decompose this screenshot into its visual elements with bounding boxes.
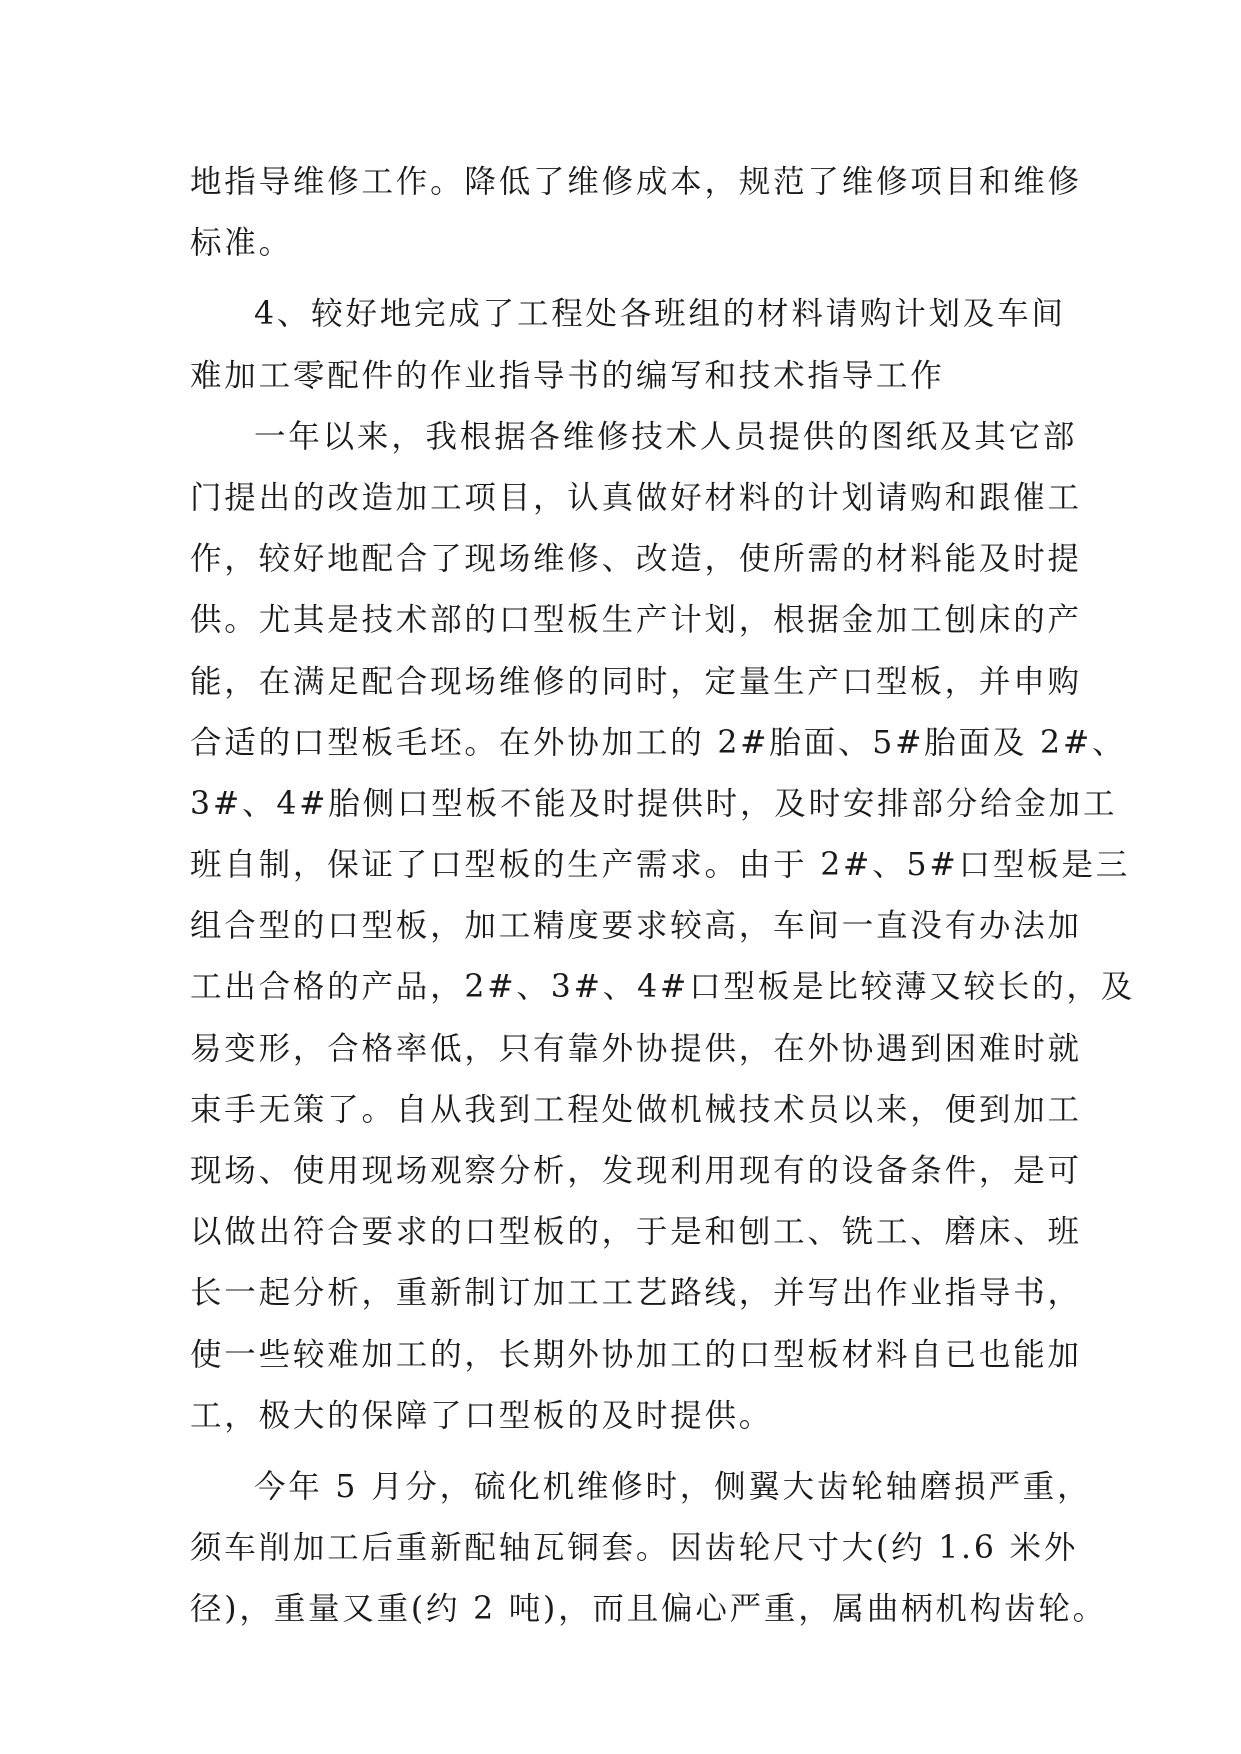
text-line: 今年 5 月分，硫化机维修时，侧翼大齿轮轴磨损严重， — [254, 1468, 1092, 1505]
text-line: 3#、4#胎侧口型板不能及时提供时，及时安排部分给金加工 — [190, 785, 1118, 822]
paragraph-spacer — [190, 274, 1052, 284]
text-line: 作，较好地配合了现场维修、改造，使所需的材料能及时提 — [190, 541, 1082, 578]
text-line: 组合型的口型板，加工精度要求较高，车间一直没有办法加 — [190, 908, 1082, 945]
text-line: 长一起分析，重新制订加工工艺路线，并写出作业指导书， — [190, 1275, 1082, 1312]
paragraph-continued — [190, 152, 1082, 274]
paragraph-body — [190, 407, 1136, 1447]
text-line: 现场、使用现场观察分析，发现利用现有的设备条件，是可 — [190, 1153, 1082, 1189]
text-line: 束手无策了。自从我到工程处做机械技术员以来，便到加工 — [190, 1091, 1082, 1128]
text-line: 一年以来，我根据各维修技术人员提供的图纸及其它部 — [254, 418, 1078, 455]
text-line: 供。尤其是技术部的口型板生产计划，根据金加工刨床的产 — [190, 602, 1082, 639]
text-line: 径)，重量又重(约 2 吨)，而且偏心严重，属曲柄机构齿轮。 — [190, 1591, 1107, 1628]
paragraph-spacer — [190, 1447, 1052, 1457]
paragraph-body — [190, 1457, 1107, 1641]
paragraph-heading-4 — [190, 284, 1066, 406]
document-body — [190, 152, 1136, 1641]
text-line: 班自制，保证了口型板的生产需求。由于 2#、5#口型板是三 — [190, 847, 1131, 884]
text-line: 难加工零配件的作业指导书的编写和技术指导工作 — [190, 357, 945, 394]
text-line: 工出合格的产品，2#、3#、4#口型板是比较薄又较长的，及 — [190, 969, 1136, 1006]
text-line: 以做出符合要求的口型板的，于是和刨工、铣工、磨床、班 — [190, 1214, 1082, 1251]
text-line: 合适的口型板毛坯。在外协加工的 2#胎面、5#胎面及 2#、 — [190, 724, 1127, 761]
text-line: 地指导维修工作。降低了维修成本，规范了维修项目和维修 — [190, 164, 1082, 200]
text-line: 须车削加工后重新配轴瓦铜套。因齿轮尺寸大(约 1.6 米外 — [190, 1530, 1079, 1567]
text-line: 门提出的改造加工项目，认真做好材料的计划请购和跟催工 — [190, 479, 1082, 516]
text-line: 标准。 — [190, 225, 293, 262]
text-line: 使一些较难加工的，长期外协加工的口型板材料自已也能加 — [190, 1336, 1082, 1373]
text-line: 易变形，合格率低，只有靠外协提供，在外协遇到困难时就 — [190, 1030, 1082, 1067]
text-line: 4、较好地完成了工程处各班组的材料请购计划及车间 — [254, 296, 1066, 333]
text-line: 能，在满足配合现场维修的同时，定量生产口型板，并申购 — [190, 663, 1082, 700]
text-line: 工，极大的保障了口型板的及时提供。 — [190, 1397, 774, 1434]
